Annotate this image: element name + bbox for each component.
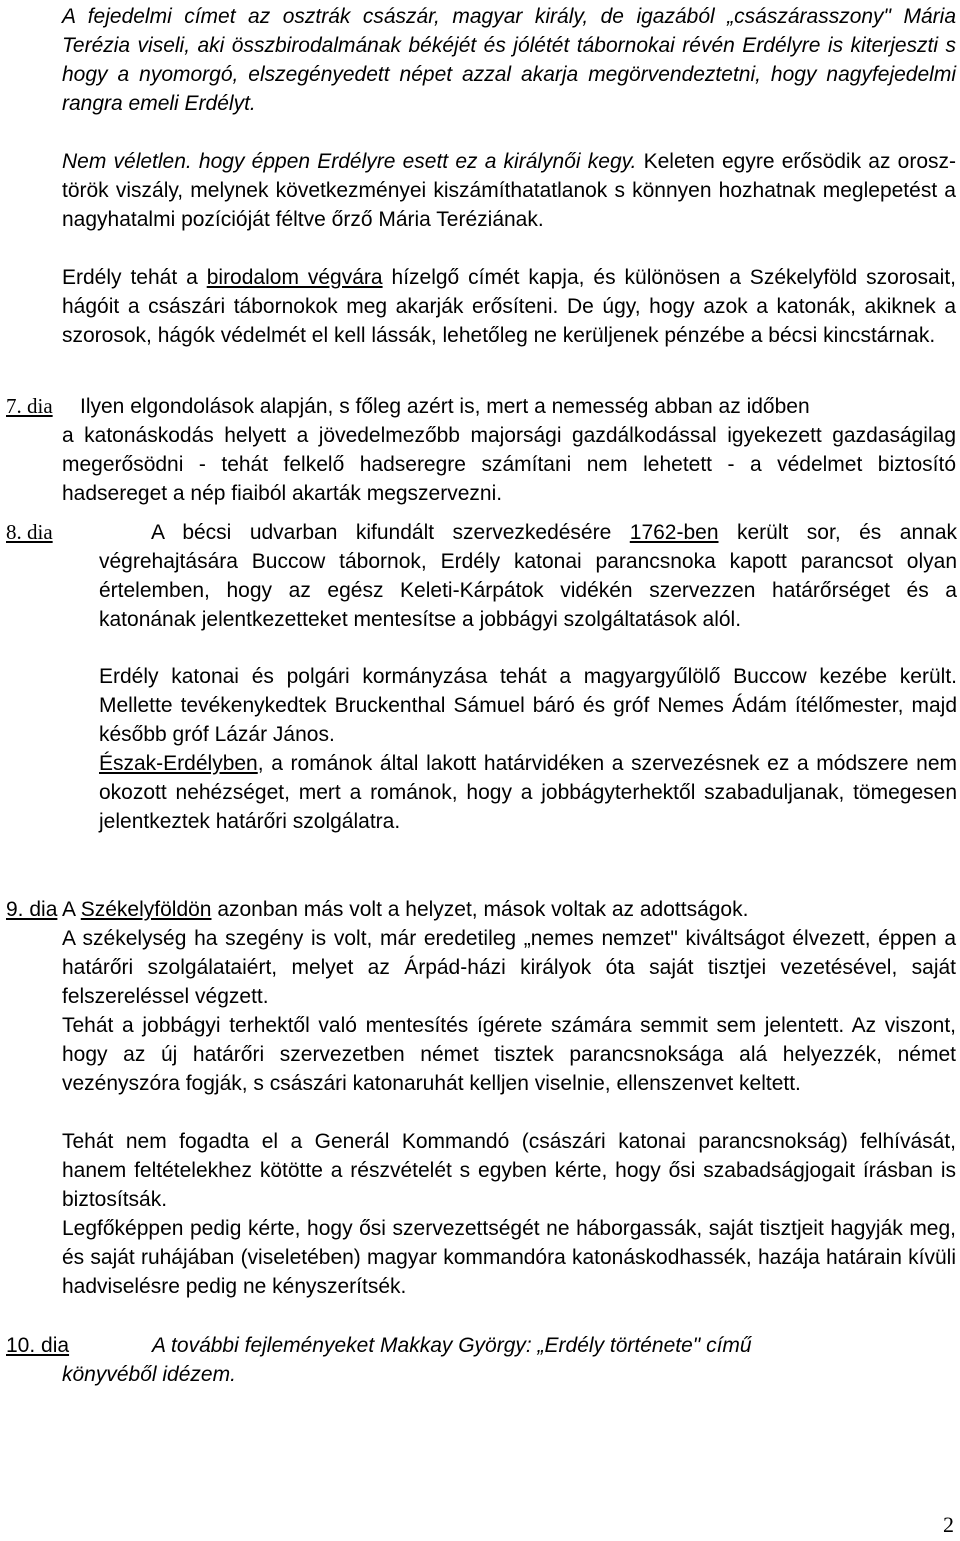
slide-8-label: 8. dia [6,520,53,544]
slide-10-first-line: A további fejleményeket Makkay György: „Erdély története" című [152,1334,752,1357]
vegvara-term: birodalom végvára [206,266,383,289]
slide-9-paragraph-5: Legfőképpen pedig kérte, hogy ősi szervezettségét ne háborgassák, saját tisztjeit hagyják meg, és saját ruhájában (viseletében) magyar kommandóra katonáskodhassék, hazája határain kívüli hadviselésre pedig ne kényszerítsék. [62,1217,956,1298]
slide-8-paragraph-1 [99,518,957,634]
slide-9-heading [6,895,956,924]
paragraph-vegvara-lead: Erdély tehát a [62,266,207,289]
slide-9-paragraph-4: Tehát nem fogadta el a Generál Kommandó (császári katonai parancsnokság) felhívását, hanem feltételekhez kötötte a részvételét s egyben kérte, hogy ősi szabadságjogait írásban is biztosítsák. [62,1130,956,1211]
szekelyfold-term: Székelyföldön [80,898,212,921]
slide-7-body: a katonáskodás helyett a jövedelmezőbb majorsági gazdálkodással igyekezett gazdaságilag megerősödni - tehát felkelő hadseregre számítani nem lehetett - a védelmet biztosító hadsereget a nép fiaiból akarták megszervezni. [62,424,956,505]
slide-9-lead: A [57,898,81,921]
slide-9-label: 9. dia [6,898,58,921]
paragraph-intro: A fejedelmi címet az osztrák császár, magyar király, de igazából „császárasszony" Mária Terézia viseli, aki összbirodalmának békéjét és jólétét tábornokai révén Erdélyre is kiterjeszti s hogy a nyomorgó, elszegényedett népet azzal akarja megörvendeztetni, hogy nagyfejedelmi rangra emeli Erdélyt. [62,5,956,115]
slide-10-rest: könyvéből idézem. [62,1363,236,1386]
slide-8-paragraph-2: Erdély katonai és polgári kormányzása tehát a magyargyűlölő Buccow kezébe került. Mellette tevékenykedtek Bruckenthal Sámuel báró és gróf Nemes Ádám ítélőmester, majd később gróf Lázár János. [99,665,957,746]
slide-7-first-line: Ilyen elgondolások alapján, s főleg azért is, mert a nemesség abban az időben [80,395,810,418]
slide-10-label: 10. dia [6,1334,70,1357]
paragraph-keleten-lead: Nem véletlen. hogy éppen Erdélyre esett ez a királynői kegy. [62,150,637,173]
paragraph-vegvara [62,263,956,350]
slide-8-body: került sor, és annak végrehajtására Buccow tábornok, Erdély katonai parancsnoka kapott parancsot olyan értelemben, hogy az egész Keleti-Kárpátok vidékén szervezzen határőrséget és a katonának jelentkezetteket mentesítse a jobbágyi szolgáltatások alól. [99,521,957,631]
slide-9-paragraph-2: A székelység ha szegény is volt, már eredetileg „nemes nemzet" kiváltságot élvezett, éppen a határőri szolgálataiért, melyet az Árpád-házi királyok óta saját tisztjei vezetésével, saját felszereléssel végzett. [62,927,956,1008]
page-number: 2 [943,1512,954,1537]
slide-9-paragraph-3: Tehát a jobbágyi terhektől való mentesítés ígérete számára semmit sem jelentett. Az viszont, hogy az új határőri szervezetben német tisztek parancsnoksága alá helyezzék, német vezényszóra fogják, s császári katonaruhát kelljen viselnie, ellenszenvet keltett. [62,1014,956,1095]
year-1762: 1762-ben [629,521,719,544]
slide-9-lead-end: azonban más volt a helyzet, mások voltak az adottságok. [211,898,749,921]
slide-8-paragraph-3 [99,749,957,836]
eszak-erdely-term: Észak-Erdélyben [99,752,258,775]
paragraph-keleten [62,147,956,234]
slide-8-paragraph-3-body: , a románok által lakott határvidéken a szervezésnek ez a módszere nem okozott nehézséget, mert a románok, hogy a jobbágyterhektől szabaduljanak, tömegesen jelentkeztek határőri szolgálatra. [99,752,957,833]
paragraph-vegvara-body: hízelgő címét kapja, és különösen a Székelyföld szorosait, hágóit a császári tábornokok meg akarják erősíteni. De úgy, hogy azok a katonák, akiknek a szorosok, hágók védelmét el kell lássák, lehetőleg ne kerüljenek pénzébe a bécsi kincstárnak. [62,266,956,347]
paragraph-keleten-body: Keleten egyre erősödik az orosz-török viszály, melynek következményei kiszámíthatatlanok s könnyen hozhatnak meglepetést a nagyhatalmi pozícióját féltve őrző Mária Teréziának. [62,150,956,231]
slide-8-lead: A bécsi udvarban kifundált szervezkedésére [151,521,630,544]
slide-7-label: 7. dia [6,394,53,418]
